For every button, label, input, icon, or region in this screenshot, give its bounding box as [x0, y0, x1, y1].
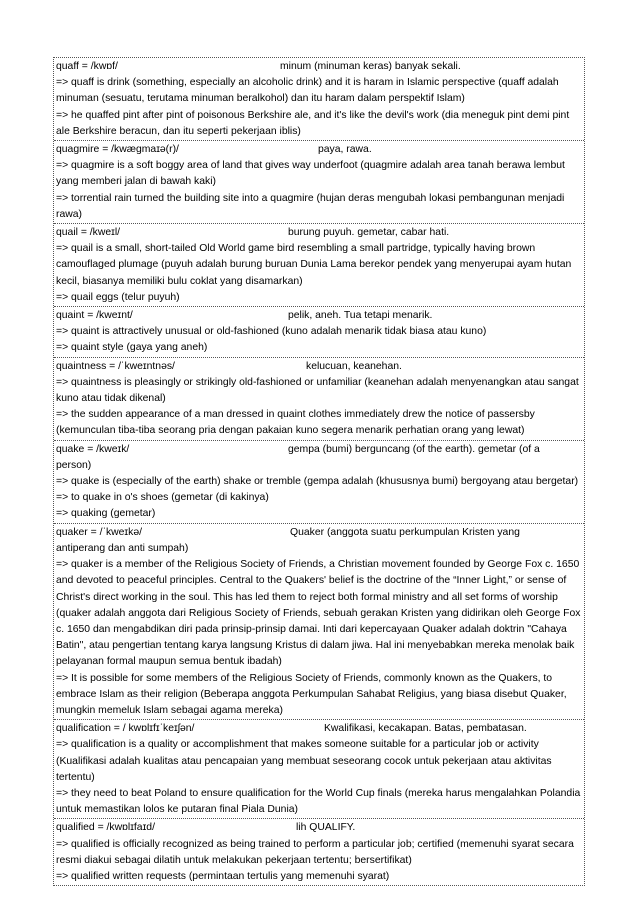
entry-definition-line: => quagmire is a soft boggy area of land that gives way underfoot (quagmire adalah area tanah berawa lembut yang memberi jalan di bawah kaki) — [56, 160, 565, 188]
entry-headword-line — [56, 225, 582, 241]
entry-translation: gempa (bumi) berguncang (of the earth). gemetar (of a — [288, 443, 540, 455]
entry-definition-line: person) — [56, 459, 92, 471]
entry-headword-line — [56, 59, 582, 75]
entry-definition-line: => quake is (especially of the earth) shake or tremble (gempa adalah (khususnya bumi) bergoyang atau bergetar) — [56, 476, 579, 488]
entry-headword: quake = /kweɪk/ — [56, 443, 130, 455]
entry-headword-line — [56, 308, 582, 324]
entry-quail — [54, 224, 584, 307]
entry-headword-line — [56, 721, 582, 737]
entry-quaintness — [54, 358, 584, 441]
entry-definition-line: => they need to beat Poland to ensure qualification for the World Cup finals (mereka harus mengalahkan Polandia untuk memastikan lolos ke putaran final Piala Dunia) — [56, 787, 581, 816]
entry-headword: quaintness = /ˈkweɪntnəs/ — [56, 360, 175, 372]
entry-quake — [54, 441, 584, 524]
entry-quagmire — [54, 141, 584, 224]
entry-translation: Quaker (anggota suatu perkumpulan Kristen yang — [290, 526, 520, 538]
entry-headword: quail = /kweɪl/ — [56, 227, 121, 239]
entry-translation: burung puyuh. gemetar, cabar hati. — [288, 227, 450, 239]
entry-definition-line: => quail is a small, short-tailed Old World game bird resembling a small partridge, typically having brown camouflaged plumage (puyuh adalah burung buruan Dunia Lama berekor pendek yang menyerupai ayam hutan kecil, biasanya memiliki bulu coklat yang disamarkan) — [56, 243, 572, 287]
entry-headword-line — [56, 525, 582, 541]
entry-definition-line: antiperang dan anti sumpah) — [56, 542, 189, 554]
entry-headword-line — [56, 142, 582, 158]
entry-definition-line: => quaintness is pleasingly or strikingly old-fashioned or unfamiliar (keanehan adalah menyenangkan atau sangat kuno atau tidak dikenal) — [56, 376, 579, 405]
entry-headword: qualified = /kwɒlɪfaɪd/ — [56, 822, 155, 834]
entry-definition-line: => the sudden appearance of a man dressed in quaint clothes immediately drew the notice of passersby (kemunculan tiba-tiba seorang pria dengan pakaian kuno segera menarik perhatian orang yang lewat) — [56, 409, 535, 437]
entry-definition-line: => he quaffed pint after pint of poisonous Berkshire ale, and it's like the devil's work (dia meneguk pint demi pint ale Berkshire beracun, dan itu seperti pekerjaan iblis) — [56, 109, 570, 137]
entry-translation: paya, rawa. — [318, 144, 372, 156]
entry-headword: quaff = /kwɒf/ — [56, 61, 118, 72]
entry-translation: Kwalifikasi, kecakapan. Batas, pembatasan. — [324, 723, 527, 735]
entry-headword-line — [56, 359, 582, 375]
entry-definition-line: => It is possible for some members of the Religious Society of Friends, commonly known as the Quakers, to embrace Islam as their religion (Beberapa anggota Perkumpulan Sahabat Religius, yang biasa disebut Quaker, mungkin memeluk Islam sebagai agama mereka) — [56, 672, 567, 716]
entry-definition-line: => torrential rain turned the building site into a quagmire (hujan deras mengubah lokasi pembangunan menjadi rawa) — [56, 192, 565, 220]
entry-definition-line: => quail eggs (telur puyuh) — [56, 291, 180, 303]
entry-headword: quaker = /ˈkweɪkə/ — [56, 526, 142, 538]
entry-definition-line: => quaint style (gaya yang aneh) — [56, 342, 208, 354]
entry-definition-line: => quaker is a member of the Religious Society of Friends, a Christian movement founded by George Fox c. 1650 and devoted to peaceful principles. Central to the Quakers' belief is the doctrine of the “Inner Light,” or sense of Christ's direct working in the soul. This has led them to reject both formal ministry and all set forms of worship (quaker adalah anggota dari Religious Society of Friends, sebuah gerakan Kristen yang didirikan oleh George Fox c. 1650 dan mengabdikan diri pada prinsip-prinsip damai. Inti dari kepercayaan Quaker adalah doktrin "Cahaya Batin", atau pengertian tentang karya langsung Kristus di dalam jiwa. Hal ini menyebabkan mereka menolak baik pelayanan formal maupun semua bentuk ibadah) — [56, 559, 581, 668]
entry-translation: minum (minuman keras) banyak sekali. — [280, 61, 461, 72]
entry-translation: kelucuan, keanehan. — [306, 360, 402, 372]
entry-definition-line: => quaint is attractively unusual or old-fashioned (kuno adalah menarik tidak biasa atau kuno) — [56, 326, 487, 338]
entry-definition-line: => qualification is a quality or accomplishment that makes someone suitable for a particular job or activity (Kualifikasi adalah kualitas atau pencapaian yang membuat seseorang cocok untuk pekerjaan atau aktivitas tertentu) — [56, 739, 552, 783]
entry-definition-line: => quaff is drink (something, especially an alcoholic drink) and it is haram in Islamic perspective (quaff adalah minuman (sesuatu, terutama minuman beralkohol) dan itu haram dalam perspektif Islam) — [56, 77, 559, 105]
entry-qualified — [54, 819, 584, 885]
entry-translation: pelik, aneh. Tua tetapi menarik. — [288, 310, 433, 322]
dictionary-page — [53, 57, 585, 886]
entry-definition-line: => qualified is officially recognized as being trained to perform a particular job; certified (memenuhi syarat secara resmi diakui sebagai dilatih untuk melakukan pekerjaan tertentu; bersertifikat) — [56, 838, 574, 866]
entry-quaff — [54, 58, 584, 141]
entry-headword: quagmire = /kwæɡmaɪə(r)/ — [56, 144, 179, 156]
entry-headword: qualification = / kwɒlɪfɪˈkeɪʃən/ — [56, 723, 195, 735]
entry-definition-line: => quaking (gemetar) — [56, 508, 156, 520]
entry-headword-line — [56, 820, 582, 836]
entry-quaint — [54, 307, 584, 358]
entry-translation: lih QUALIFY. — [296, 822, 356, 834]
entry-headword: quaint = /kweɪnt/ — [56, 310, 133, 322]
entry-definition-line: => qualified written requests (permintaan tertulis yang memenuhi syarat) — [56, 870, 390, 882]
entry-definition-line: => to quake in o's shoes (gemetar (di kakinya) — [56, 492, 269, 504]
entry-quaker — [54, 524, 584, 720]
entry-headword-line — [56, 442, 582, 458]
entry-qualification — [54, 720, 584, 819]
